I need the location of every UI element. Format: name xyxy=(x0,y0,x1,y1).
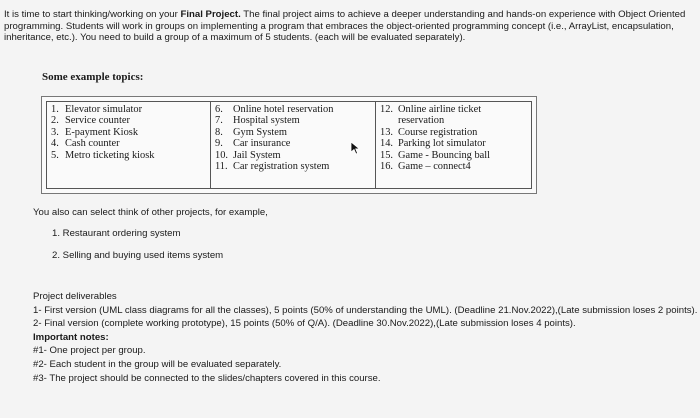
topic-item xyxy=(51,138,206,149)
topic-text: Metro ticketing kiosk xyxy=(65,149,155,161)
topic-item xyxy=(215,150,371,161)
topic-number: 7. xyxy=(215,115,223,127)
topics-column-3 xyxy=(376,102,531,188)
topic-text: Gym System xyxy=(233,126,287,138)
topic-item xyxy=(51,127,206,138)
topic-text: Online airline ticket reservation xyxy=(398,104,482,127)
deliverables-section xyxy=(33,291,698,386)
topic-item xyxy=(215,127,371,138)
topic-item xyxy=(215,104,371,115)
examples-list xyxy=(52,228,223,272)
topic-text: Course registration xyxy=(398,126,478,138)
deliverable-item-2: 2- Final version (complete working prototype), 15 points (50% of Q/A). (Deadline 30.Nov.2022),(Late submission loses 4 points). xyxy=(33,318,576,330)
topic-item xyxy=(215,115,371,126)
topic-number: 16. xyxy=(380,161,393,173)
topic-item xyxy=(215,138,371,149)
topic-number: 3. xyxy=(51,126,59,138)
topic-item xyxy=(380,161,527,172)
topic-text: Car registration system xyxy=(233,161,330,173)
topic-number: 2. xyxy=(51,115,59,127)
topic-number: 4. xyxy=(51,138,59,150)
topic-item xyxy=(380,127,527,138)
topics-table-inner xyxy=(46,101,532,189)
intro-bold: Final Project. xyxy=(180,9,241,20)
deliverable-item-1: 1- First version (UML class diagrams for all the classes), 5 points (50% of understanding the UML). (Deadline 21.Nov.2022),(Late submission loses 2 points). xyxy=(33,304,698,316)
topic-number: 15. xyxy=(380,149,393,161)
note-2: #2- Each student in the group will be evaluated separately. xyxy=(33,358,282,370)
topic-text: Hospital system xyxy=(233,115,300,127)
topic-item xyxy=(215,161,371,172)
topic-number: 6. xyxy=(215,104,223,115)
topic-text: Service counter xyxy=(65,115,130,127)
intro-lead: It is time to start thinking/working on your xyxy=(4,9,181,20)
topic-text: Cash counter xyxy=(65,138,120,150)
topic-number: 8. xyxy=(215,126,223,138)
topic-number: 12. xyxy=(380,104,393,115)
topic-text: Elevator simulator xyxy=(65,104,143,115)
deliverables-title: Project deliverables xyxy=(33,291,117,302)
mouse-pointer-icon-shape xyxy=(350,141,362,155)
topic-number: 13. xyxy=(380,126,393,138)
topic-number: 1. xyxy=(51,104,59,115)
example-item: 2. Selling and buying used items system xyxy=(52,250,224,261)
topic-item xyxy=(51,104,206,115)
intro-paragraph xyxy=(4,9,698,44)
topic-number: 5. xyxy=(51,149,59,161)
topic-text: Parking lot simulator xyxy=(398,138,486,150)
topic-number: 14. xyxy=(380,138,393,150)
also-text: You also can select think of other projects, for example, xyxy=(33,207,268,218)
topic-number: 11. xyxy=(215,161,228,173)
note-3: #3- The project should be connected to the slides/chapters covered in this course. xyxy=(33,372,381,384)
note-1: #1- One project per group. xyxy=(33,345,146,357)
topic-item xyxy=(51,150,206,161)
topic-item xyxy=(51,115,206,126)
topics-column-1 xyxy=(47,102,211,188)
topic-text: Car insurance xyxy=(233,138,291,150)
intro-rest: The final project aims to achieve a deeper understanding and hands-on experience with Object Oriented programming. Students will work in groups on implementing a program that embraces the object-oriented programming concept (i.e., ArrayList, encapsulation, inheritance, etc.). You need to build a group of a maximum of 5 students. (each will be evaluated separately). xyxy=(4,9,686,43)
topic-text: Game - Bouncing ball xyxy=(398,149,491,161)
example-item: 1. Restaurant ordering system xyxy=(52,228,181,239)
topic-number: 9. xyxy=(215,138,223,150)
topic-item xyxy=(380,138,527,149)
notes-title: Important notes: xyxy=(33,331,109,343)
topics-table xyxy=(41,96,537,194)
topic-number: 10. xyxy=(215,149,228,161)
topic-item xyxy=(380,104,527,127)
topic-text: Online hotel reservation xyxy=(233,104,334,115)
topic-item xyxy=(380,150,527,161)
topics-heading: Some example topics: xyxy=(42,71,144,83)
topic-text: Jail System xyxy=(233,149,281,161)
topic-text: E-payment Kiosk xyxy=(65,126,139,138)
topic-text: Game – connect4 xyxy=(398,161,471,173)
